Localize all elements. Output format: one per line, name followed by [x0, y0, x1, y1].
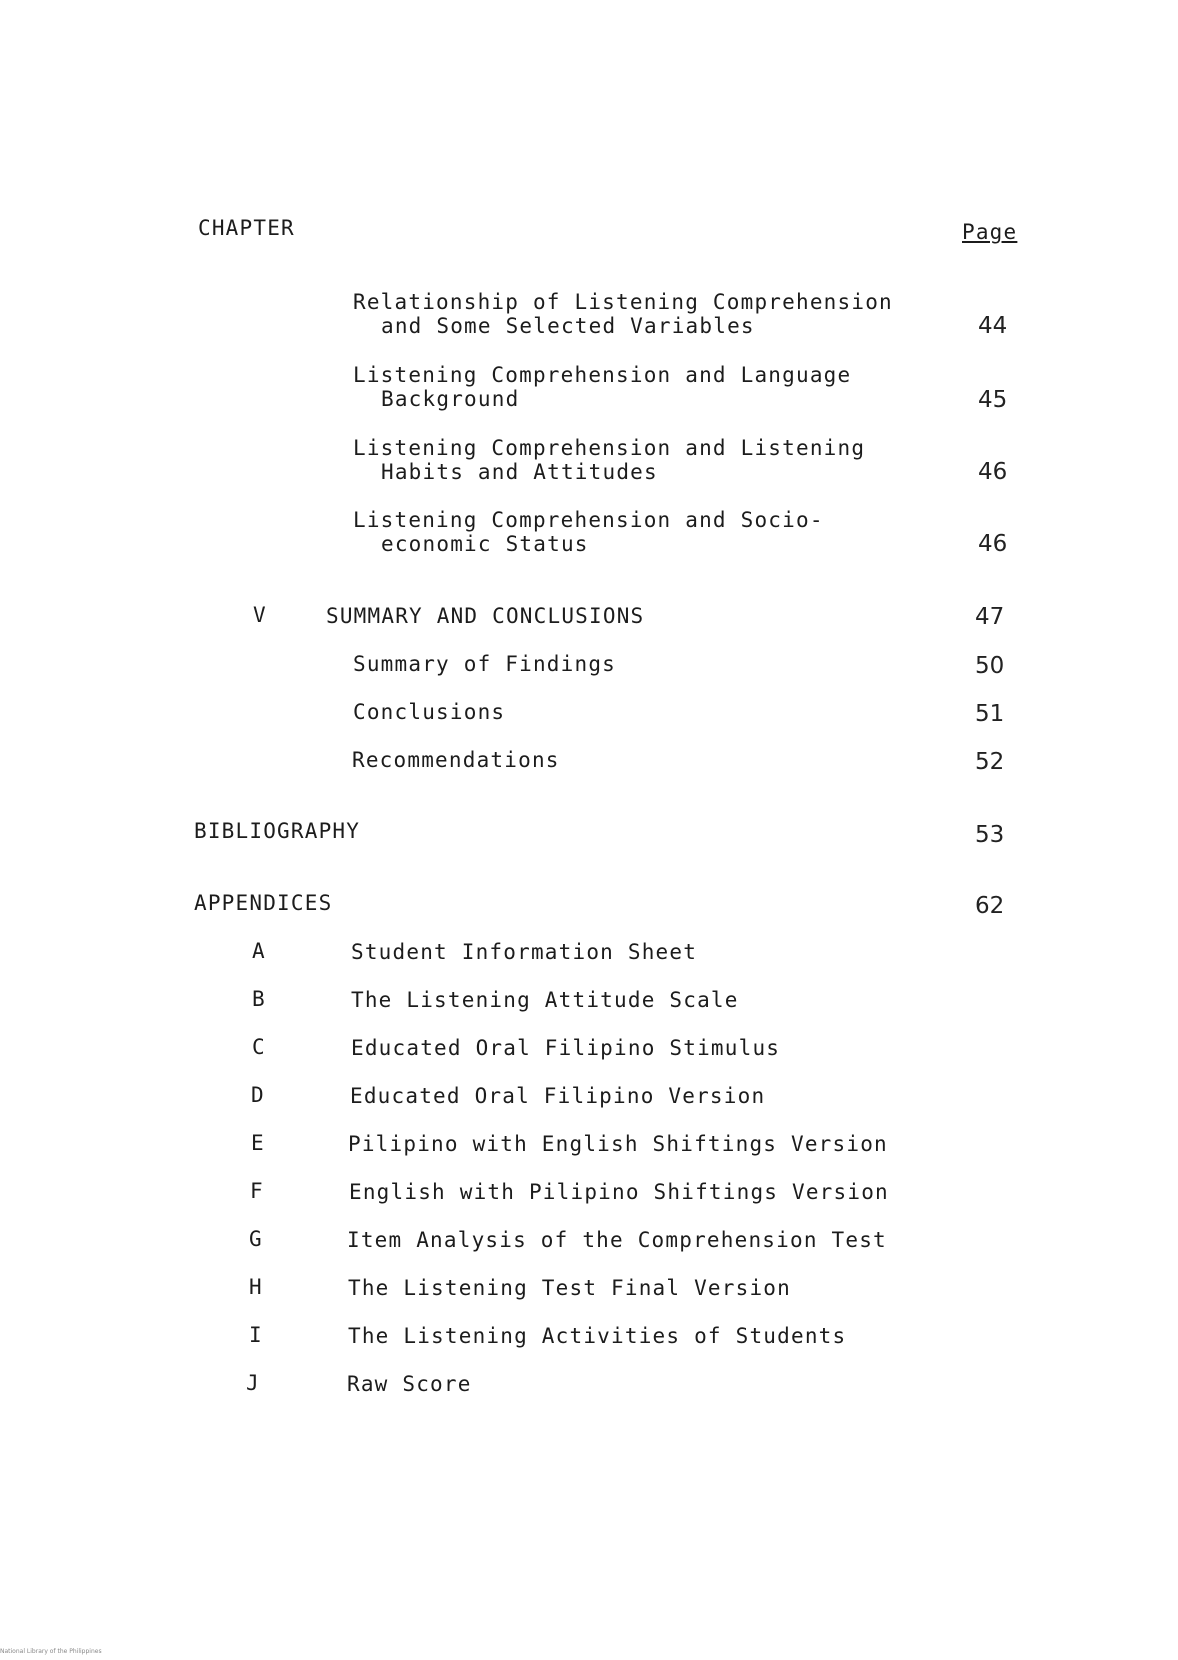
appendix-letter: C — [252, 1035, 266, 1059]
section-title: Conclusions — [353, 700, 506, 724]
section-page: 46 — [978, 459, 1008, 485]
appendix-title: The Listening Test Final Version — [348, 1276, 791, 1300]
appendix-title: The Listening Activities of Students — [348, 1324, 847, 1348]
section-page: 51 — [975, 701, 1005, 727]
section-page: 52 — [975, 749, 1005, 775]
chapter-title: SUMMARY AND CONCLUSIONS — [326, 604, 645, 628]
section-title-line2: economic Status — [381, 532, 589, 556]
chapter-column-header: CHAPTER — [198, 216, 295, 240]
bibliography-title: BIBLIOGRAPHY — [194, 819, 361, 843]
section-title: Summary of Findings — [353, 652, 617, 676]
chapter-numeral: V — [253, 603, 267, 627]
section-title-line2: Habits and Attitudes — [381, 460, 658, 484]
bibliography-page: 53 — [975, 822, 1005, 848]
appendix-title: English with Pilipino Shiftings Version — [349, 1180, 889, 1204]
page-column-header: Page — [962, 220, 1018, 244]
section-page: 44 — [978, 313, 1008, 339]
section-title-line1: Relationship of Listening Comprehension — [353, 290, 893, 314]
section-page: 45 — [978, 387, 1008, 413]
section-title-line1: Listening Comprehension and Language — [353, 363, 852, 387]
section-title-line2: and Some Selected Variables — [381, 314, 755, 338]
appendix-title: Raw Score — [347, 1372, 472, 1396]
appendix-letter: I — [249, 1323, 263, 1347]
appendix-letter: H — [249, 1275, 263, 1299]
appendix-letter: F — [250, 1179, 264, 1203]
chapter-page: 47 — [975, 604, 1005, 630]
section-title-line1: Listening Comprehension and Socio- — [353, 508, 824, 532]
appendices-page: 62 — [975, 893, 1005, 919]
appendix-title: Pilipino with English Shiftings Version — [348, 1132, 888, 1156]
section-title-line1: Listening Comprehension and Listening — [353, 436, 866, 460]
appendix-title: Student Information Sheet — [351, 940, 698, 964]
section-page: 50 — [975, 653, 1005, 679]
appendix-letter: A — [252, 939, 266, 963]
section-page: 46 — [978, 531, 1008, 557]
scan-footer: National Library of the Philippines — [0, 1648, 102, 1655]
appendix-title: Educated Oral Filipino Stimulus — [351, 1036, 781, 1060]
appendix-letter: G — [249, 1227, 263, 1251]
section-title-line2: Background — [381, 387, 520, 411]
appendix-letter: D — [251, 1083, 265, 1107]
appendix-title: Item Analysis of the Comprehension Test — [347, 1228, 887, 1252]
appendix-letter: B — [252, 987, 266, 1011]
appendix-title: The Listening Attitude Scale — [351, 988, 739, 1012]
appendix-title: Educated Oral Filipino Version — [350, 1084, 766, 1108]
appendix-letter: J — [246, 1371, 260, 1395]
appendices-title: APPENDICES — [194, 891, 333, 915]
section-title: Recommendations — [352, 748, 560, 772]
appendix-letter: E — [251, 1131, 265, 1155]
